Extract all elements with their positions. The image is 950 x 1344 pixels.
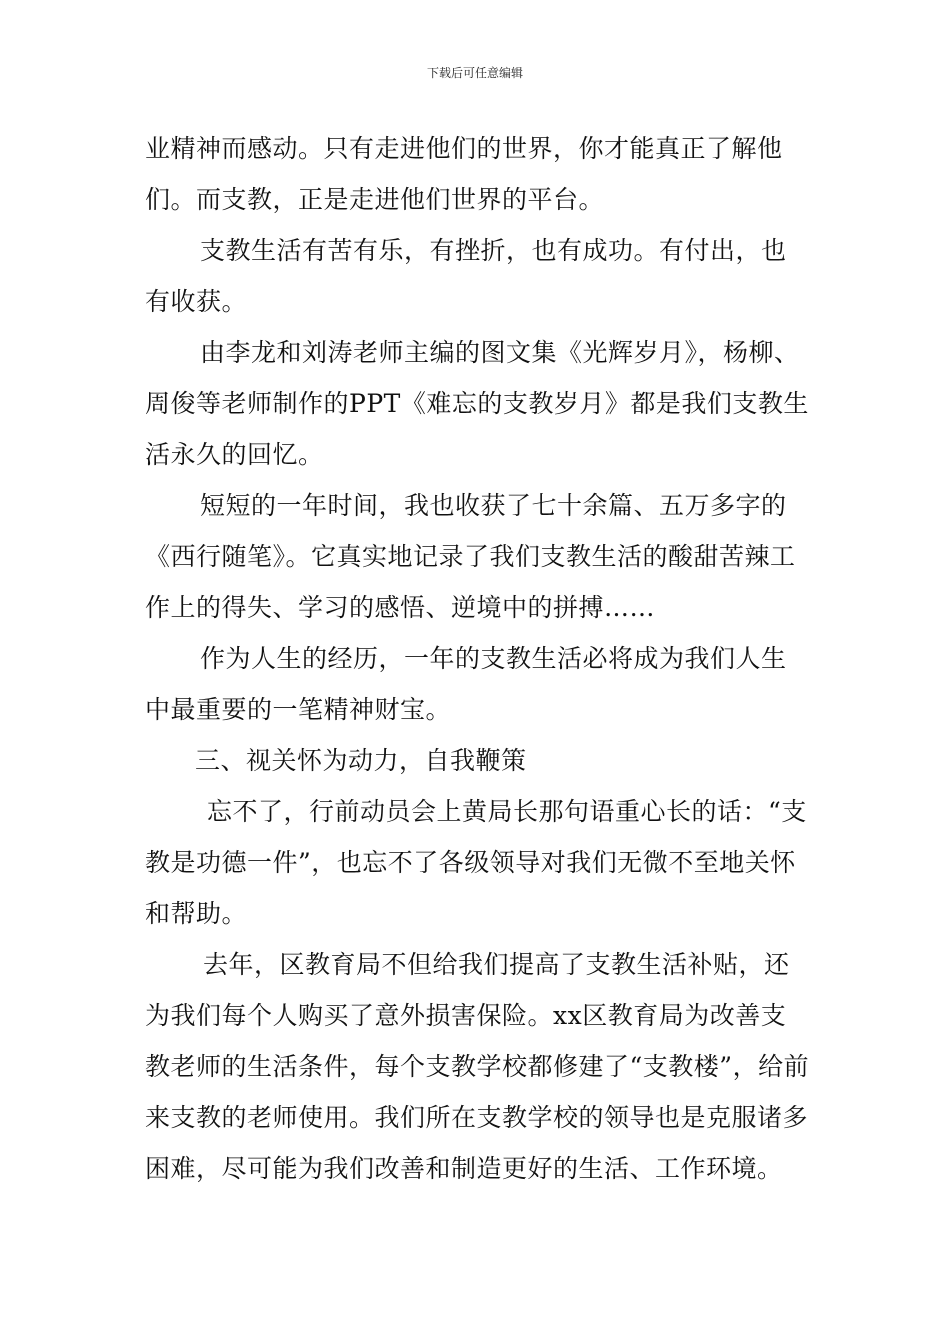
page-header: 下载后可任意编辑	[426, 66, 523, 80]
paragraph: 去年，区教育局不但给我们提高了支教生活补贴，还为我们每个人购买了意外损害保险。xx区教育局为改善支教老师的生活条件，每个支教学校都修建了“支教楼”，给前来支教的老师使用。我们所在支教学校的领导也是克服诸多困难，尽可能为我们改善和制造更好的生活、工作环境。	[145, 950, 810, 1183]
paragraph: 作为人生的经历，一年的支教生活必将成为我们人生中最重要的一笔精神财宝。	[145, 644, 787, 724]
paragraph-continuation: 业精神而感动。只有走进他们的世界，你才能真正了解他们。而支教，正是走进他们世界的平台。	[145, 134, 783, 214]
paragraph: 短短的一年时间，我也收获了七十余篇、五万多字的《西行随笔》。它真实地记录了我们支教生活的酸甜苦辣工作上的得失、学习的感悟、逆境中的拼搏……	[145, 491, 796, 622]
section-heading: 三、视关怀为动力，自我鞭策	[195, 746, 527, 775]
paragraph: 由李龙和刘涛老师主编的图文集《光辉岁月》，杨柳、周俊等老师制作的PPT《难忘的支教岁月》都是我们支教生活永久的回忆。	[145, 338, 809, 469]
document-body	[145, 123, 810, 1194]
paragraph: 忘不了，行前动员会上黄局长那句语重心长的话：“支教是功德一件”，也忘不了各级领导对我们无微不至地关怀和帮助。	[145, 797, 807, 928]
paragraph: 支教生活有苦有乐，有挫折，也有成功。有付出，也有收获。	[145, 236, 787, 316]
